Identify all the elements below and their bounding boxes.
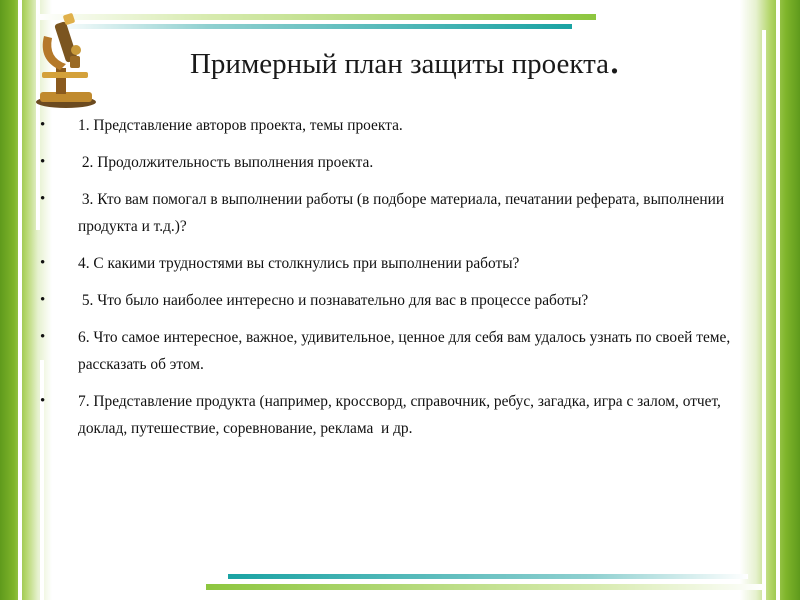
bullet-icon: • [40, 255, 46, 271]
right-accent-line [762, 30, 766, 600]
bullet-icon: • [40, 393, 46, 409]
list-item-text: 7. Представление продукта (например, кроссворд, справочник, ребус, загадка, игра с залом, отчет, доклад, путешествие, соревнование, реклама и др. [78, 393, 725, 437]
right-accent-line-inner [776, 0, 780, 600]
slide-title-text: Примерный план защиты проекта [189, 48, 610, 80]
top-green-bar [36, 14, 596, 20]
slide-title [110, 34, 700, 83]
list-item-text: 1. Представление авторов проекта, темы проекта. [78, 117, 403, 134]
bullet-icon: • [40, 117, 46, 133]
bullet-icon: • [40, 292, 46, 308]
list-item [40, 250, 740, 277]
list-item-text: 3. Кто вам помогал в выполнении работы (в подборе материала, печатании реферата, выполнении продукта и т.д.)? [78, 191, 728, 235]
bullet-icon: • [40, 154, 46, 170]
top-teal-bar [52, 24, 572, 29]
list-item [40, 388, 740, 442]
left-accent-line [18, 0, 22, 600]
list-item-text: 2. Продолжительность выполнения проекта. [78, 154, 374, 171]
bullet-icon: • [40, 191, 46, 207]
list-item-text: 5. Что было наиболее интересно и познавательно для вас в процессе работы? [78, 292, 589, 309]
slide-title-dot: . [609, 34, 621, 83]
bottom-teal-bar [228, 574, 748, 579]
microscope-icon [30, 10, 100, 110]
bullet-icon: • [40, 329, 46, 345]
list-item [40, 287, 740, 314]
bottom-green-bar [206, 584, 766, 590]
bullet-list [40, 112, 740, 452]
list-item [40, 112, 740, 139]
list-item-text: 4. С какими трудностями вы столкнулись при выполнении работы? [78, 255, 520, 272]
list-item [40, 186, 740, 240]
list-item-text: 6. Что самое интересное, важное, удивительное, ценное для себя вам удалось узнать по своей теме, рассказать об этом. [78, 329, 735, 373]
list-item [40, 324, 740, 378]
list-item [40, 149, 740, 176]
